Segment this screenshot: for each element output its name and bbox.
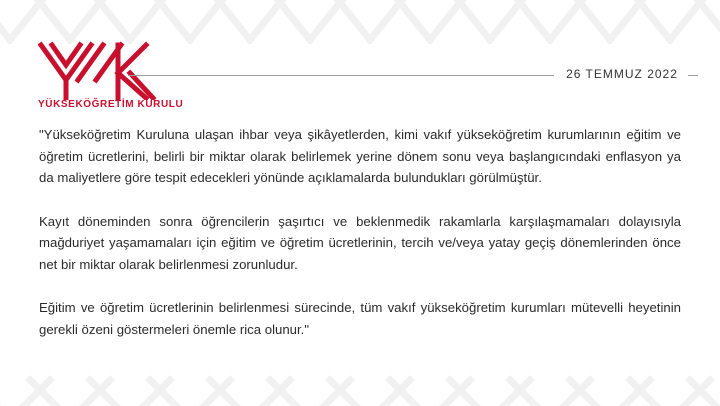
header-divider-end bbox=[688, 75, 698, 76]
header-divider bbox=[128, 75, 554, 76]
paragraph-3: Eğitim ve öğretim ücretlerinin belirlenmesi sürecinde, tüm vakıf yükseköğretim kurumları mütevelli heyetinin gerekli özeni göstermeleri önemle rica olunur." bbox=[39, 300, 681, 337]
paragraph-1: "Yükseköğretim Kuruluna ulaşan ihbar veya şikâyetlerden, kimi vakıf yükseköğretim kurumlarının eğitim ve öğretim ücretlerini, belirli bir miktar olarak belirlemek yerine dönem sonu veya başlangıcındaki enflasyon ya da maliyetlere göre tespit edecekleri yönünde açıklamalarda bulundukları görülmüştür. bbox=[39, 127, 681, 185]
logo-text: YÜKSEKÖĞRETİM KURULU bbox=[38, 99, 184, 110]
statement-body bbox=[39, 124, 681, 362]
statement-date: 26 TEMMUZ 2022 bbox=[566, 67, 678, 81]
paragraph-2: Kayıt döneminden sonra öğrencilerin şaşırtıcı ve beklenmedik rakamlarla karşılaşmamaları dolayısıyla mağduriyet yaşamamaları için eğitim ve öğretim ücretlerinin, tercih ve/veya yatay geçiş dönemlerinden önce net bir miktar olarak belirlenmesi zorunludur. bbox=[39, 213, 681, 272]
watermark-pattern-top bbox=[0, 0, 720, 44]
watermark-pattern-bottom bbox=[0, 370, 720, 406]
